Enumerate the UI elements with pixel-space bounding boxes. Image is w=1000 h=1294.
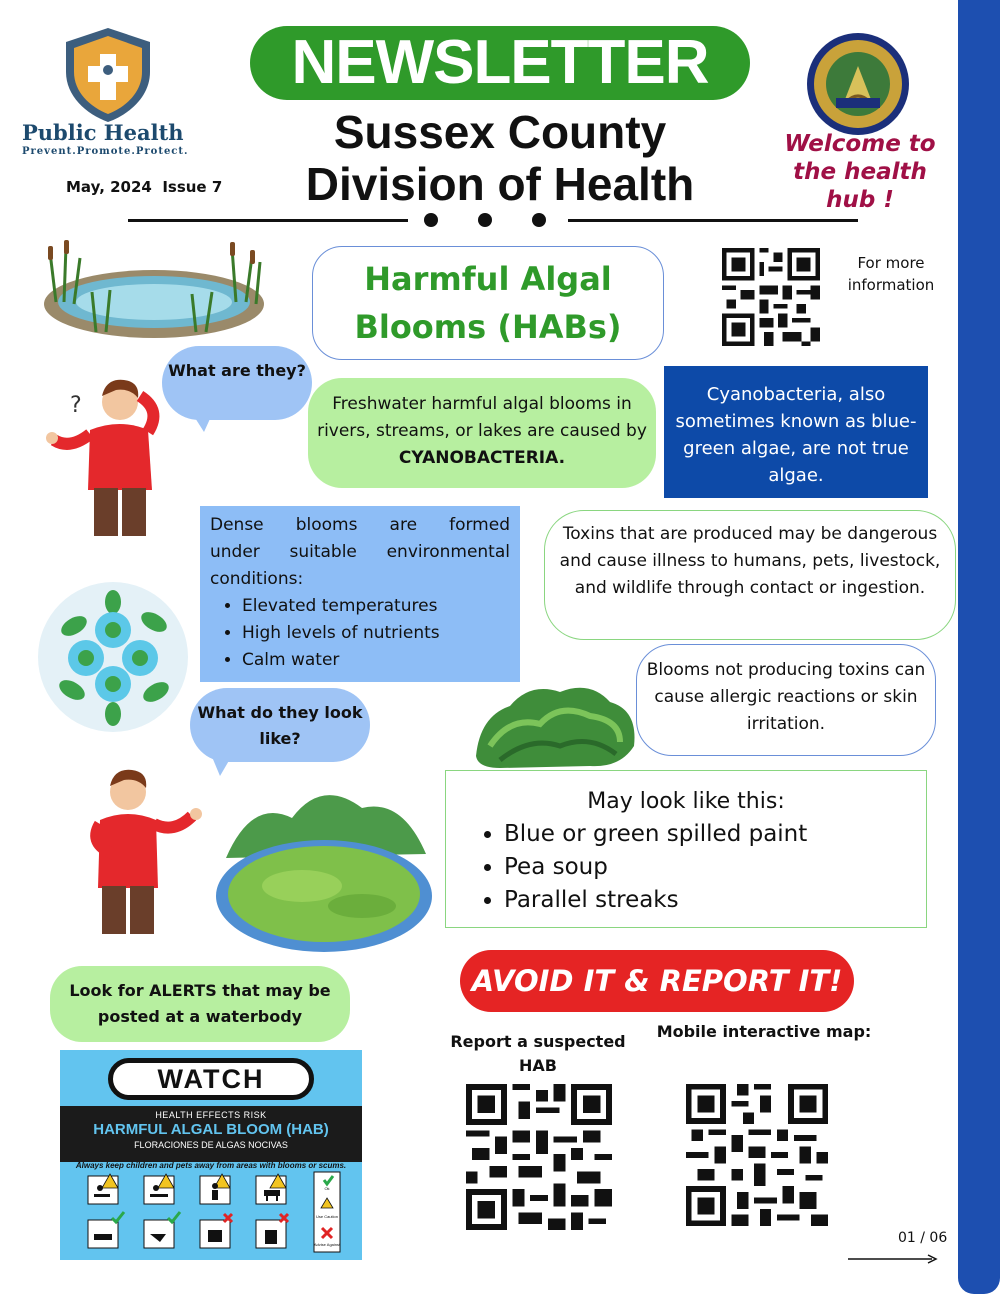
freshwater-bold: CYANOBACTERIA.: [398, 448, 566, 468]
org-tagline: Prevent.Promote.Protect.: [22, 146, 189, 157]
welcome-message: Welcome to the health hub !: [784, 131, 936, 213]
appearance-box: [445, 770, 927, 928]
appearance-heading: May look like this:: [587, 789, 785, 814]
qr-code-report-icon[interactable]: [466, 1084, 612, 1230]
freshwater-info: [308, 378, 656, 488]
list-item: • Pea soup: [504, 851, 906, 884]
county-seal-icon: [806, 32, 910, 136]
dense-line-3: conditions:: [210, 569, 304, 589]
next-arrow-icon: [848, 1254, 938, 1264]
more-info-label: For more information: [847, 254, 935, 294]
toxins-info: Toxins that are produced may be dangerous and cause illness to humans, pets, livestock, and wildlife through contact or ingestion.: [544, 510, 956, 640]
avoid-report-banner: AVOID IT & REPORT IT!: [460, 950, 854, 1012]
appearance-list: [504, 818, 906, 917]
list-item: • Elevated temperatures: [242, 593, 510, 620]
freshwater-text: Freshwater harmful algal blooms in rivers, streams, or lakes are caused by: [317, 394, 647, 441]
look-like-bubble: What do they look like?: [190, 688, 370, 762]
bubble-tail: [190, 410, 214, 432]
map-label: Mobile interactive map:: [656, 1022, 872, 1041]
confused-person-icon: [40, 370, 170, 540]
sign-risk: HEALTH EFFECTS RISK: [155, 1110, 267, 1120]
dense-line-1: Dense blooms are formed: [210, 515, 510, 535]
algae-clump-icon: [470, 676, 640, 772]
cyanobacteria-cells-icon: [36, 580, 190, 734]
qr-code-map-icon[interactable]: [686, 1084, 828, 1226]
org-name: Public Health: [22, 120, 184, 145]
section-title: Harmful Algal Blooms (HABs): [312, 246, 664, 360]
svg-text:?: ?: [70, 393, 82, 418]
hab-watch-sign: [60, 1050, 362, 1260]
sign-note: Always keep children and pets away from areas with blooms or scums.: [75, 1161, 347, 1170]
legend-caution: Use Caution: [315, 1214, 339, 1219]
side-accent-bar: [958, 0, 1000, 1294]
dense-blooms-box: [200, 506, 520, 682]
sign-watch-label: WATCH: [108, 1058, 314, 1100]
title-line-2: Division of Health: [305, 158, 695, 210]
page-number: 01 / 06: [898, 1230, 948, 1246]
list-item: • Calm water: [242, 647, 510, 674]
what-are-they-bubble: What are they?: [162, 346, 312, 420]
list-item: • Parallel streaks: [504, 884, 906, 917]
issue-date: May, 2024 Issue 7: [66, 178, 223, 196]
sign-activity-icons: [60, 1050, 362, 1260]
qr-code-more-info-icon[interactable]: [722, 248, 820, 346]
pointing-person-icon: [84, 764, 204, 936]
sign-spanish: FLORACIONES DE ALGAS NOCIVAS: [134, 1140, 288, 1150]
legend-against: Advise Against: [313, 1242, 341, 1247]
pond-illustration-icon: [36, 232, 272, 342]
newsletter-banner: NEWSLETTER: [250, 26, 750, 100]
legend-ok: Ok: [324, 1186, 330, 1191]
non-toxic-blooms-info: Blooms not producing toxins can cause allergic reactions or skin irritation.: [636, 644, 936, 756]
algal-lake-illustration-icon: [212, 778, 436, 956]
title-divider: [128, 219, 858, 222]
conditions-list: [242, 593, 510, 674]
alerts-note: Look for ALERTS that may be posted at a waterbody: [50, 966, 350, 1042]
list-item: • High levels of nutrients: [242, 620, 510, 647]
bubble-tail: [210, 752, 234, 776]
public-health-shield-icon: [58, 24, 158, 124]
list-item: • Blue or green spilled paint: [504, 818, 906, 851]
sign-hab: HARMFUL ALGAL BLOOM (HAB): [93, 1121, 329, 1138]
cyanobacteria-note: Cyanobacteria, also sometimes known as blue-green algae, are not true algae.: [664, 366, 928, 498]
title-line-1: Sussex County: [333, 106, 667, 158]
dense-line-2: under suitable environmental: [210, 542, 510, 562]
report-hab-label: Report a suspected HAB: [450, 1032, 626, 1075]
